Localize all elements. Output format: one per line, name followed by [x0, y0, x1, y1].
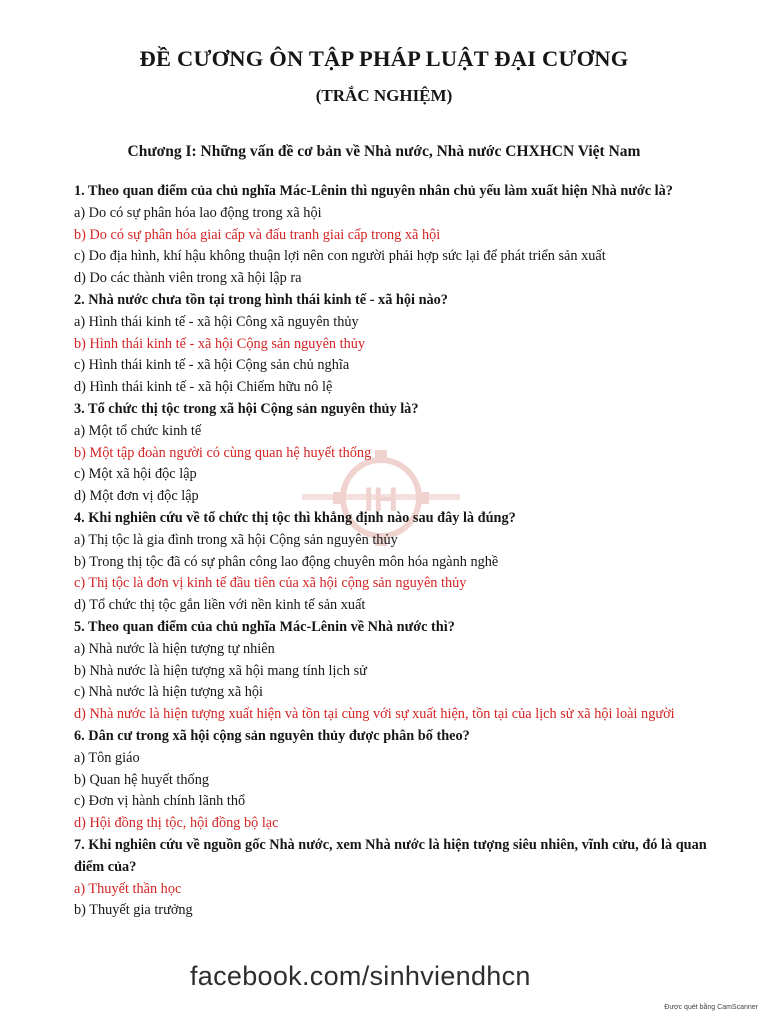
answer-option: b) Trong thị tộc đã có sự phân công lao động chuyên môn hóa ngành nghề [74, 553, 499, 570]
answer-option: a) Thị tộc là gia đình trong xã hội Cộng sản nguyên thủy [74, 531, 398, 548]
answer-option-correct: b) Một tập đoàn người có cùng quan hệ huyết thống [74, 444, 372, 461]
question-block [74, 290, 718, 399]
answer-option: c) Đơn vị hành chính lãnh thổ [74, 793, 246, 810]
question-text: 5. Theo quan điểm của chủ nghĩa Mác-Lênin về Nhà nước thì? [74, 618, 455, 635]
question-list [74, 181, 718, 922]
document-subtitle: (TRẮC NGHIỆM) [315, 86, 453, 105]
answer-option: d) Một đơn vị độc lập [74, 488, 199, 505]
answer-option-correct: b) Hình thái kinh tế - xã hội Cộng sản nguyên thủy [74, 335, 366, 352]
document-title: ĐỀ CƯƠNG ÔN TẬP PHÁP LUẬT ĐẠI CƯƠNG [139, 46, 629, 71]
answer-option: a) Một tổ chức kinh tế [74, 422, 202, 439]
answer-option: b) Quan hệ huyết thống [74, 771, 209, 788]
answer-option: d) Do các thành viên trong xã hội lập ra [74, 270, 302, 287]
answer-option: a) Do có sự phân hóa lao động trong xã hội [74, 204, 322, 221]
answer-option: d) Tổ chức thị tộc gắn liền với nền kinh tế sản xuất [74, 597, 366, 614]
answer-option: c) Do địa hình, khí hậu không thuận lợi nên con người phải hợp sức lại để phát triển sản xuất [74, 248, 606, 265]
question-block [74, 617, 718, 726]
chapter-heading: Chương I: Những vấn đề cơ bản về Nhà nước, Nhà nước CHXHCN Việt Nam [127, 143, 641, 160]
answer-option: d) Hình thái kinh tế - xã hội Chiếm hữu nô lệ [74, 379, 333, 396]
answer-option-correct: a) Thuyết thần học [74, 880, 182, 897]
question-block [74, 181, 718, 290]
facebook-link[interactable]: facebook.com/sinhviendhcn [190, 961, 531, 991]
question-text: 2. Nhà nước chưa tồn tại trong hình thái kinh tế - xã hội nào? [74, 291, 448, 308]
answer-option-correct: c) Thị tộc là đơn vị kinh tế đầu tiên của xã hội cộng sản nguyên thủy [74, 575, 467, 592]
question-text: 3. Tổ chức thị tộc trong xã hội Cộng sản nguyên thủy là? [74, 400, 419, 417]
answer-option-correct: d) Nhà nước là hiện tượng xuất hiện và tồn tại cùng với sự xuất hiện, tồn tại của lịch sử xã hội loài người [74, 706, 675, 723]
answer-option: a) Nhà nước là hiện tượng tự nhiên [74, 640, 275, 657]
answer-option: c) Nhà nước là hiện tượng xã hội [74, 684, 264, 701]
answer-option-correct: b) Do có sự phân hóa giai cấp và đấu tranh giai cấp trong xã hội [74, 226, 441, 243]
answer-option-correct: d) Hội đồng thị tộc, hội đồng bộ lạc [74, 815, 279, 832]
answer-option: b) Nhà nước là hiện tượng xã hội mang tính lịch sử [74, 662, 367, 679]
answer-option: b) Thuyết gia trưởng [74, 902, 193, 919]
answer-option: c) Một xã hội độc lập [74, 466, 197, 483]
question-block [74, 835, 718, 922]
answer-option: c) Hình thái kinh tế - xã hội Cộng sản chủ nghĩa [74, 357, 350, 374]
question-block [74, 399, 718, 508]
question-text: 7. Khi nghiên cứu về nguồn gốc Nhà nước, xem Nhà nước là hiện tượng siêu nhiên, vĩnh cửu, đó là quan điểm của? [74, 836, 707, 875]
question-text: 1. Theo quan điểm của chủ nghĩa Mác-Lênin thì nguyên nhân chủ yếu làm xuất hiện Nhà nước là? [74, 183, 673, 199]
answer-option: a) Tôn giáo [74, 749, 140, 766]
scanner-note: Được quét bằng CamScanner [664, 1004, 758, 1011]
question-text: 6. Dân cư trong xã hội cộng sản nguyên thủy được phân bố theo? [74, 727, 470, 744]
question-text: 4. Khi nghiên cứu về tổ chức thị tộc thì khẳng định nào sau đây là đúng? [74, 509, 516, 526]
watermark-text: IH [364, 481, 398, 519]
question-block [74, 726, 718, 835]
answer-option: a) Hình thái kinh tế - xã hội Công xã nguyên thủy [74, 313, 359, 330]
question-block [74, 508, 718, 617]
